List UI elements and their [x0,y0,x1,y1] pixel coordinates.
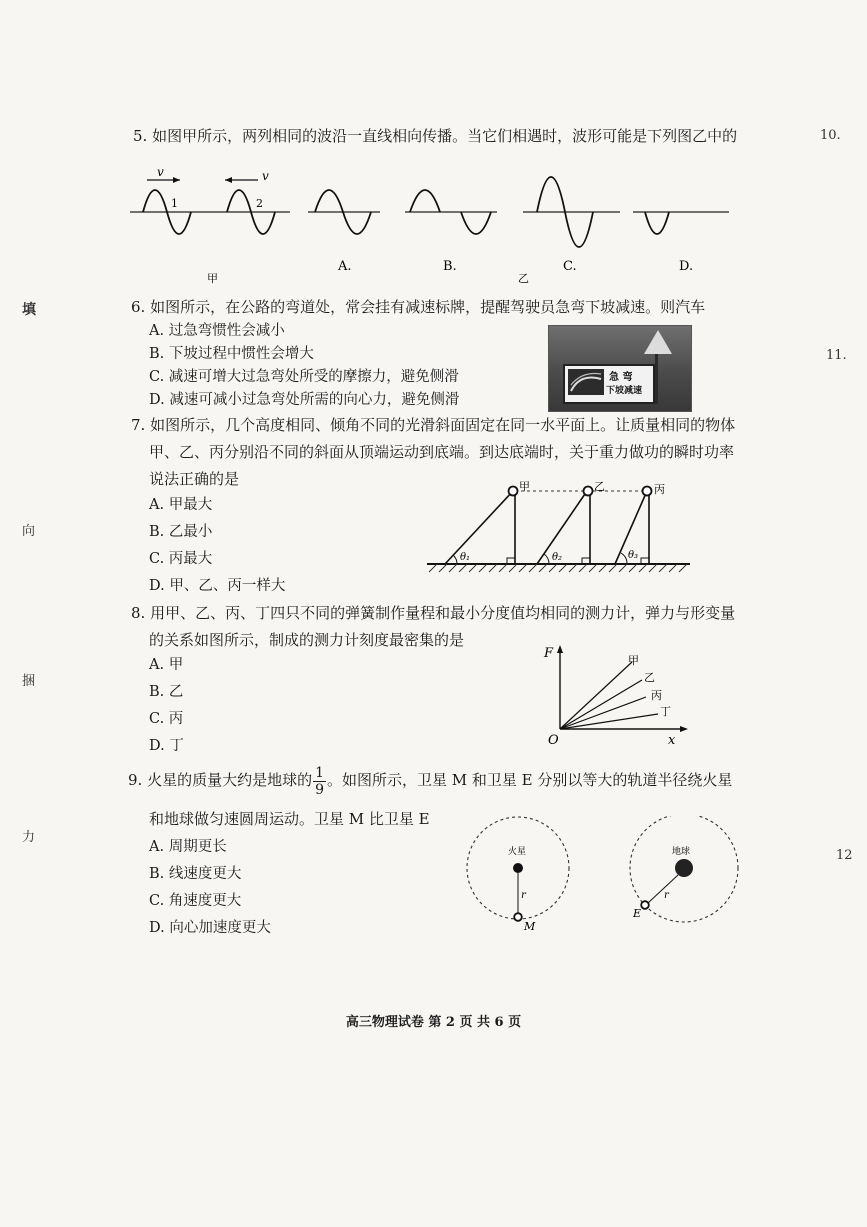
q8-stem-line2: 的关系如图所示，制成的测力计刻度最密集的是 [149,631,465,649]
q9-option-a: A. 周期更长 [149,839,227,855]
q7-option-c: C. 丙最大 [149,551,213,567]
q8-line-jia: 甲 [628,654,639,667]
q8-option-c: C. 丙 [149,711,184,727]
q7-stem-line3: 说法正确的是 [149,470,240,488]
q8-spring-graph [536,640,691,752]
q8-axis-x: x [668,733,676,748]
q9-sat-m: M [524,920,536,933]
margin-char-xiang: 向 [22,524,36,539]
q5-v2: v [262,169,269,183]
q7-angle-1: θ₁ [460,552,471,563]
q5-wave2-label: 2 [256,197,263,210]
q8-line-bing: 丙 [651,689,662,702]
q7-label-bing: 丙 [654,483,665,496]
q9-stem-pre: 9. 火星的质量大约是地球的 [128,771,313,789]
q5-v1: v [157,165,164,179]
q5-option-c: C. [563,259,577,274]
sign-pole [655,354,658,404]
q5-option-d: D. [679,259,694,274]
q9-stem-line2: 和地球做匀速圆周运动。卫星 M 比卫星 E [149,810,430,828]
q9-option-b: B. 线速度更大 [149,866,242,882]
q8-stem-line1: 8. 用甲、乙、丙、丁四只不同的弹簧制作量程和最小分度值均相同的测力计，弹力与形变量 [131,604,736,622]
q9-frac-num: 1 [315,764,325,781]
q7-option-b: B. 乙最小 [149,524,213,540]
margin-char-kun: 捆 [22,674,36,689]
warning-sign-photo [548,325,692,412]
q5-option-a-wave [308,190,380,234]
q5-wave-figures [125,160,735,285]
q8-option-d: D. 丁 [149,738,184,754]
margin-number-12: 12 [836,848,853,863]
q5-option-a: A. [338,259,352,274]
q8-axis-f: F [544,646,554,661]
q9-r1: r [521,890,526,901]
q7-angle-2: θ₂ [552,552,563,563]
margin-char-li: 力 [22,830,36,845]
q7-option-d: D. 甲、乙、丙一样大 [149,578,286,594]
q6-option-a: A. 过急弯惯性会减小 [149,323,285,339]
q9-sat-e: E [633,907,642,920]
sign-text-slow-down: 下坡减速 [606,386,643,396]
q9-orbit-diagram [462,816,747,936]
q7-angle-3: θ₃ [628,550,639,561]
q5-option-b-wave [405,190,497,234]
q6-option-d: D. 减速可减小过急弯处所需的向心力，避免侧滑 [149,392,460,408]
q6-stem: 6. 如图所示，在公路的弯道处，常会挂有减速标牌，提醒驾驶员急弯下坡减速。则汽车 [131,298,706,316]
q9-option-c: C. 角速度更大 [149,893,242,909]
q7-stem-line2: 甲、乙、丙分别沿不同的斜面从顶端运动到底端。到达底端时，关于重力做功的瞬时功率 [149,443,735,461]
q5-wave1-label: 1 [171,197,178,210]
warning-triangle-icon [644,330,672,354]
q7-stem-line1: 7. 如图所示，几个高度相同、倾角不同的光滑斜面固定在同一水平面上。让质量相同的物体 [131,416,736,434]
q8-line-ding: 丁 [660,705,671,718]
margin-char-fill: 填 [22,302,36,318]
q8-origin: O [548,733,559,748]
q9-stem-line1 [128,762,732,798]
sign-text-sharp-curve: 急 弯 [609,372,633,383]
q5-option-b: B. [443,259,457,274]
q9-fraction [313,765,326,798]
q7-option-a: A. 甲最大 [149,497,213,513]
q9-earth-label: 地球 [672,847,691,857]
q7-label-jia: 甲 [519,480,530,493]
margin-number-10: 10. [820,128,841,143]
q5-option-d-wave [633,212,729,234]
q9-option-d: D. 向心加速度更大 [149,920,271,936]
page-footer: 高三物理试卷 第 2 页 共 6 页 [345,1015,522,1030]
margin-number-11: 11. [826,348,847,363]
road-sign [563,364,655,404]
q7-label-yi: 乙 [594,480,605,493]
q9-r2: r [664,890,669,901]
q5-stem: 5. 如图甲所示，两列相同的波沿一直线相向传播。当它们相遇时，波形可能是下列图乙中的 [133,127,738,145]
q9-frac-den: 9 [315,781,325,798]
q8-line-yi: 乙 [644,671,655,684]
q5-fig-yi: 乙 [518,272,529,285]
q7-incline-diagram [425,478,695,576]
q6-option-c: C. 减速可增大过急弯处所受的摩擦力，避免侧滑 [149,369,459,385]
fig-jia-waves [130,177,290,234]
q6-option-b: B. 下坡过程中惯性会增大 [149,346,314,362]
curve-graphic-icon [568,369,604,395]
q8-option-b: B. 乙 [149,684,184,700]
q5-option-c-wave [523,177,620,247]
q8-option-a: A. 甲 [149,657,184,673]
q9-mars-label: 火星 [508,847,527,857]
q5-fig-jia: 甲 [207,272,218,285]
q9-stem-post: 。如图所示，卫星 M 和卫星 E 分别以等大的轨道半径绕火星 [327,771,733,789]
